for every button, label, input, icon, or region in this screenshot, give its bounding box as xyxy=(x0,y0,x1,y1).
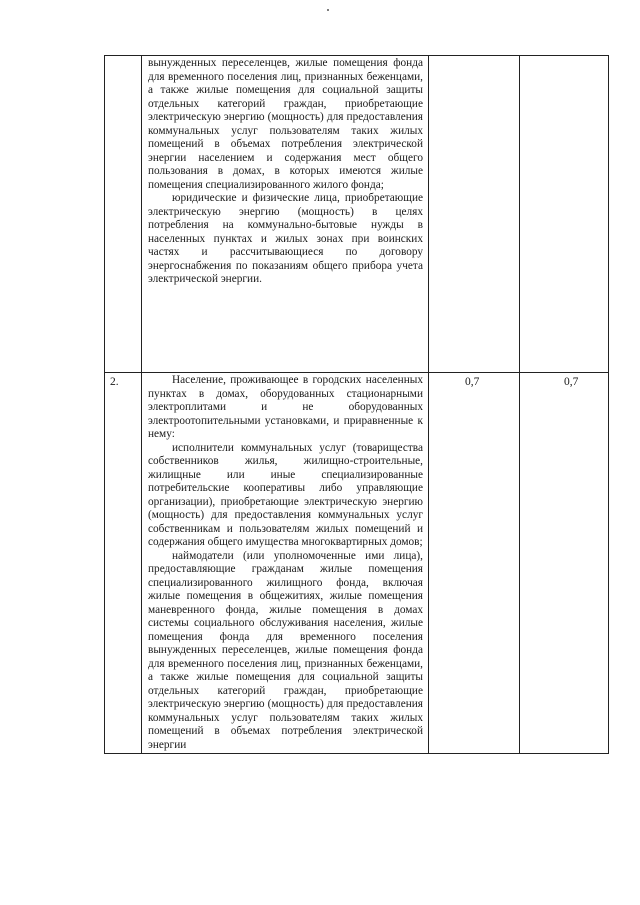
row-description xyxy=(142,56,429,373)
row-value-2: 0,7 xyxy=(520,373,609,754)
paragraph: юридические и физические лица, приобретающие электрическую энергию (мощность) в целях потребления на коммунально-бытовые нужды в населенных пунктах и жилых зонах при воинских частях и рассчитывающиеся по договору энергоснабжения по показаниям общего прибора учета электрической энергии. xyxy=(148,192,423,285)
paragraph: наймодатели (или уполномоченные ими лица), предоставляющие гражданам жилые помещения специализированного жилищного фонда, включая жилые помещения в общежитиях, жилые помещения маневренного фонда, жилые помещения в домах системы социального обслуживания населения, жилые помещения фонда для временного поселения вынужденных переселенцев, жилые помещения фонда для временного поселения лиц, признанных беженцами, а также жилые помещения для социальной защиты отдельных категорий граждан, приобретающие электрическую энергию (мощность) для предоставления коммунальных услуг пользователям таких жилых помещений в объемах потребления электрической энергии xyxy=(148,549,423,751)
row-number xyxy=(105,56,142,373)
row-value-1 xyxy=(429,56,520,373)
paragraph: Население, проживающее в городских населенных пунктах в домах, оборудованных стационарными электроплитами и не оборудованных электроотопительными установками, и приравненные к нему: xyxy=(148,374,423,440)
scan-speck xyxy=(327,9,329,11)
row-value-1: 0,7 xyxy=(429,373,520,754)
table-row xyxy=(105,56,609,373)
paragraph: исполнители коммунальных услуг (товарищества собственников жилья, жилищно-строительные, жилищные или иные специализированные потребительские кооперативы либо управляющие организации), приобретающие электрическую энергию (мощность) для предоставления коммунальных услуг собственникам и пользователям жилых помещений и содержания общего имущества многоквартирных домов; xyxy=(148,441,423,548)
paragraph: вынужденных переселенцев, жилые помещения фонда для временного поселения лиц, признанных беженцами, а также жилые помещения для социальной защиты отдельных категорий граждан, приобретающие электрическую энергию (мощность) для предоставления коммунальных услуг пользователям таких жилых помещений в объемах потребления электрической энергии населением и содержания мест общего пользования в домах, в которых имеются жилые помещения специализированного жилого фонда; xyxy=(148,57,423,191)
tariff-table xyxy=(104,55,609,754)
table-row xyxy=(105,373,609,754)
row-number: 2. xyxy=(105,373,142,754)
row-value-2 xyxy=(520,56,609,373)
row-description xyxy=(142,373,429,754)
